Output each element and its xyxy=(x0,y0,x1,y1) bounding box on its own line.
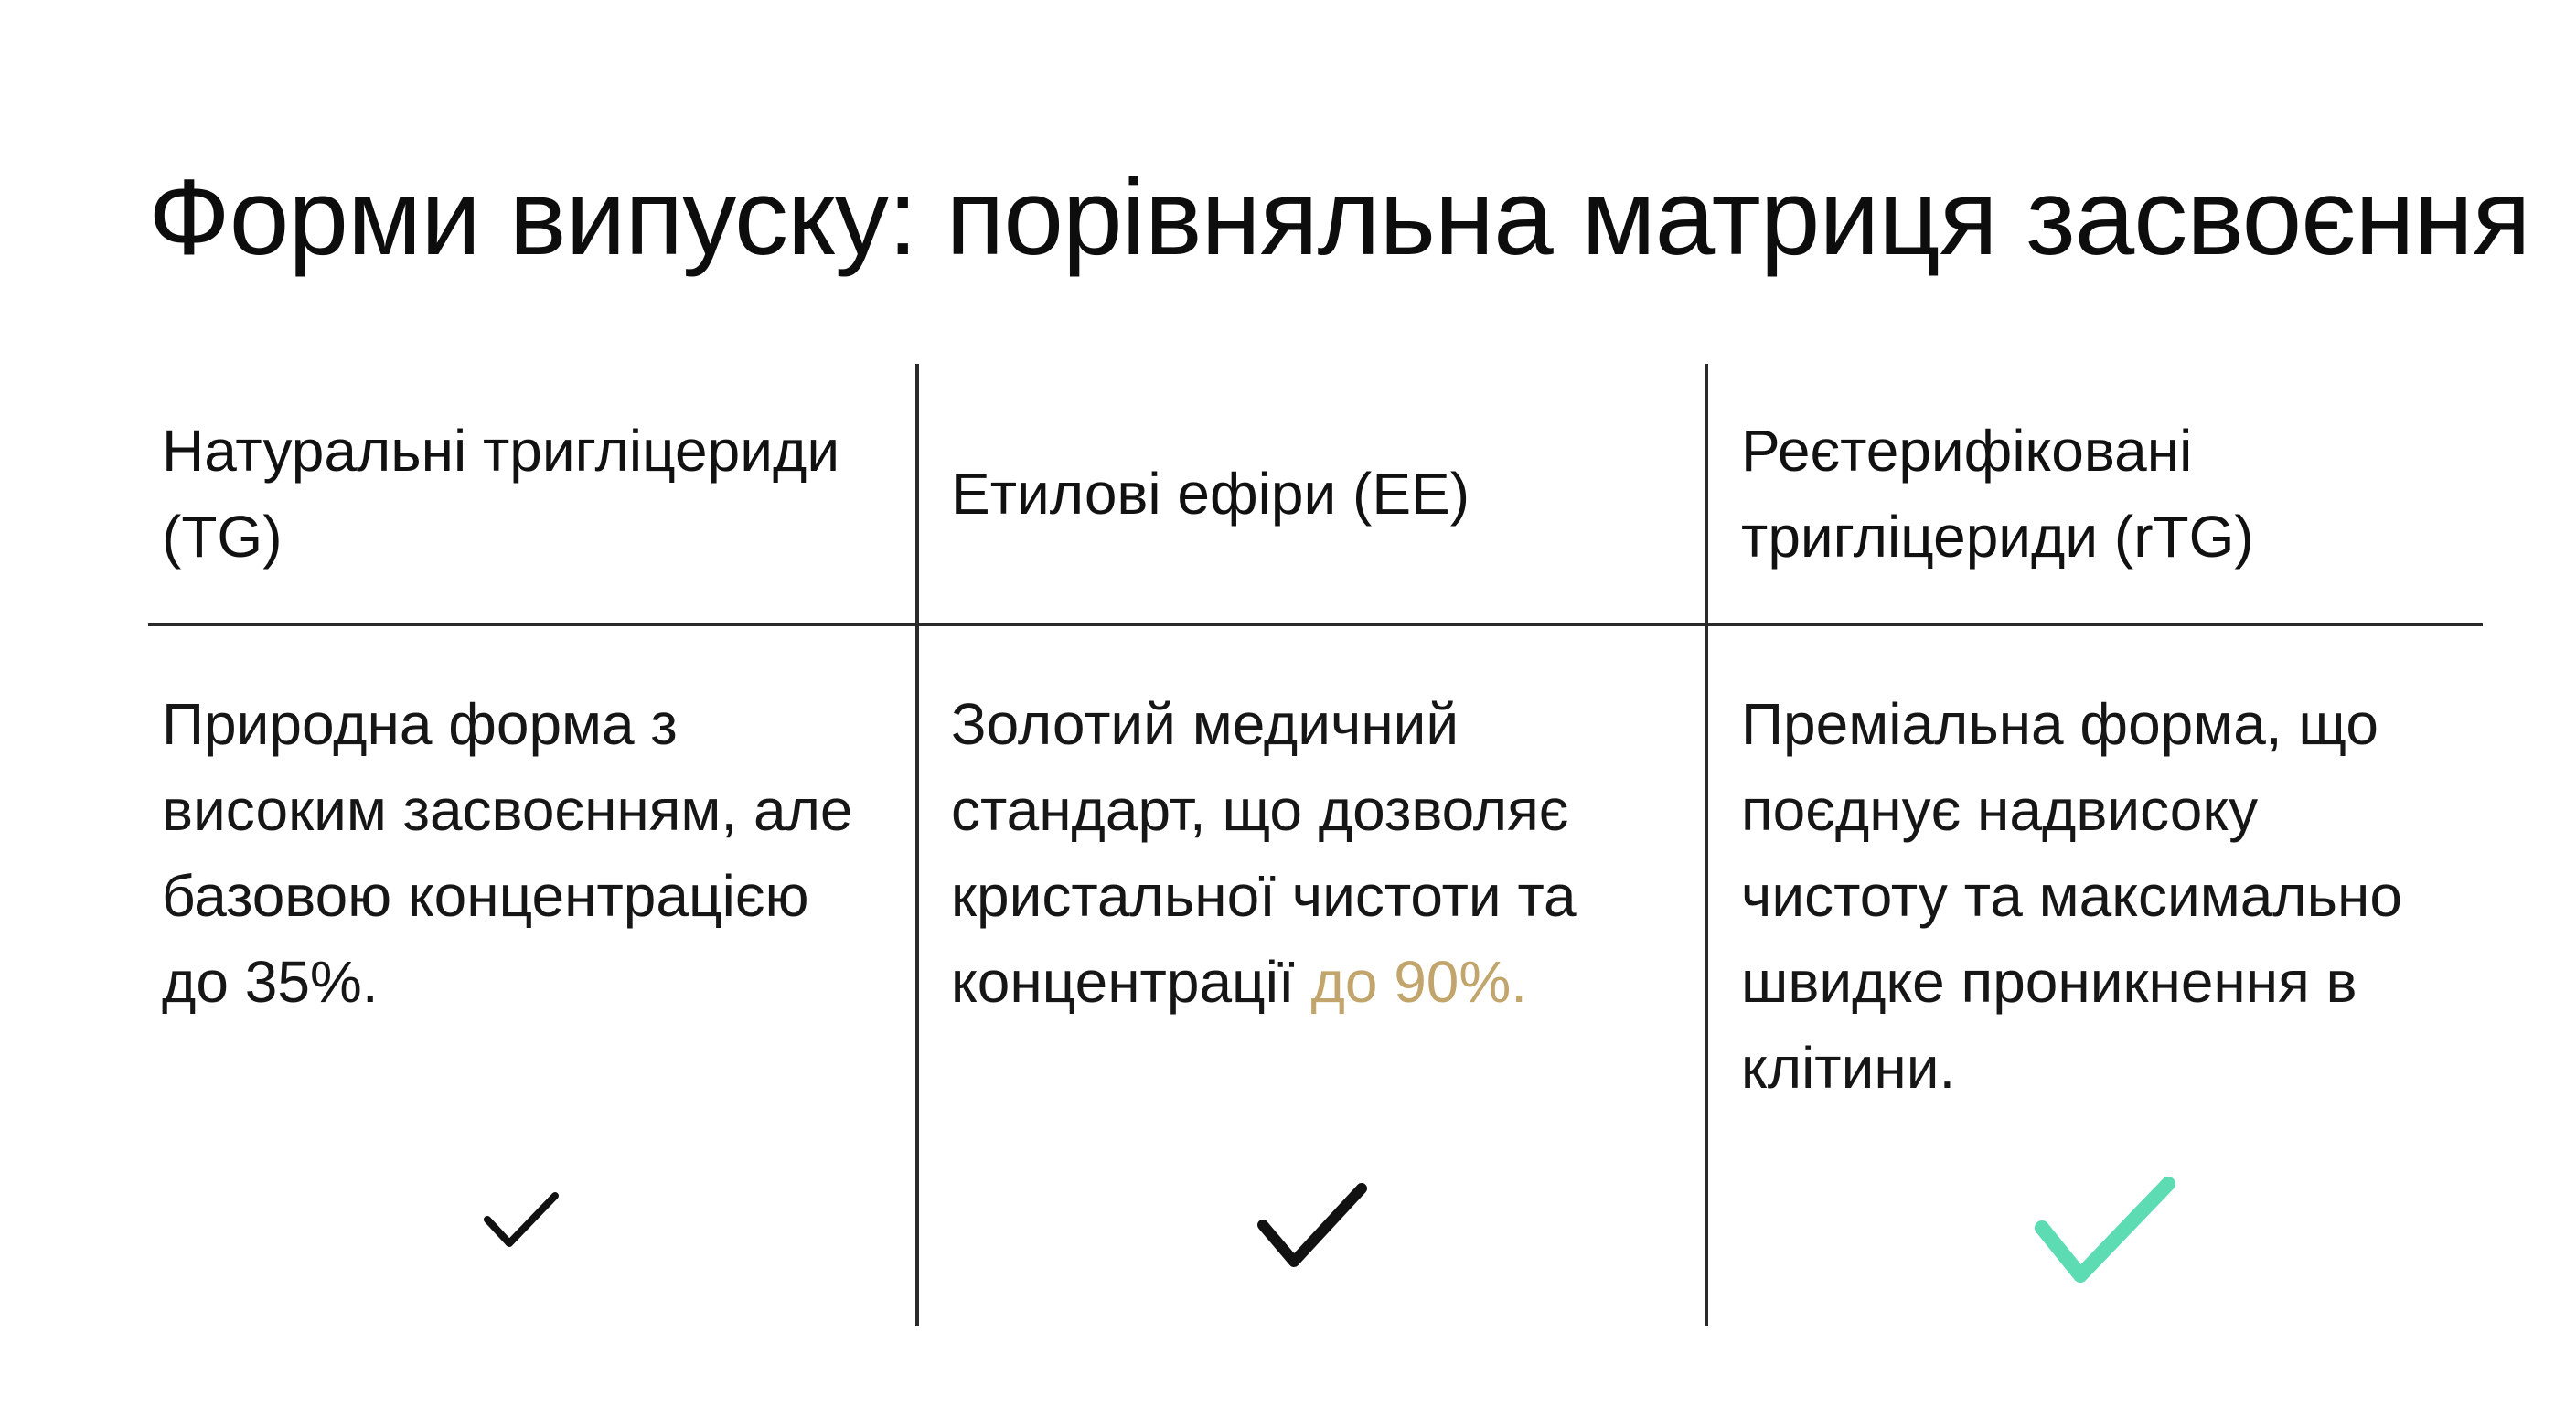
page-title: Форми випуску: порівняльна матриця засвоєння xyxy=(148,157,2530,278)
checkmark-medium-icon xyxy=(1256,1181,1369,1271)
column-header-tg xyxy=(162,364,875,623)
column-description-rtg: Преміальна форма, що поєднує надвисоку чистоту та максимально швидке проникнення в клітини. xyxy=(1741,691,2402,1101)
column-header-label: Реєтерифіковані тригліцериди (rTG) xyxy=(1741,417,2254,570)
column-description-ee xyxy=(951,681,1683,1025)
checkmark-small-icon xyxy=(482,1188,561,1252)
column-description-tg: Природна форма з високим засвоєнням, але базовою концентрацією до 35%. xyxy=(162,691,853,1015)
checkmark-large-icon xyxy=(2033,1175,2177,1286)
column-header-label: Натуральні тригліцериди (TG) xyxy=(162,417,840,570)
column-header-rtg xyxy=(1741,364,2473,623)
header-divider xyxy=(148,623,2483,626)
column-header-label: Етилові ефіри (ЕЕ) xyxy=(951,460,1470,527)
description-text: Золотий медичний стандарт, що дозволяє кристальної чистоти та концентрації xyxy=(951,691,1577,1015)
column-divider-2 xyxy=(1705,364,1708,1326)
concentration-highlight: до 90%. xyxy=(1310,949,1528,1015)
column-divider-1 xyxy=(915,364,919,1326)
column-header-ee xyxy=(951,364,1683,623)
